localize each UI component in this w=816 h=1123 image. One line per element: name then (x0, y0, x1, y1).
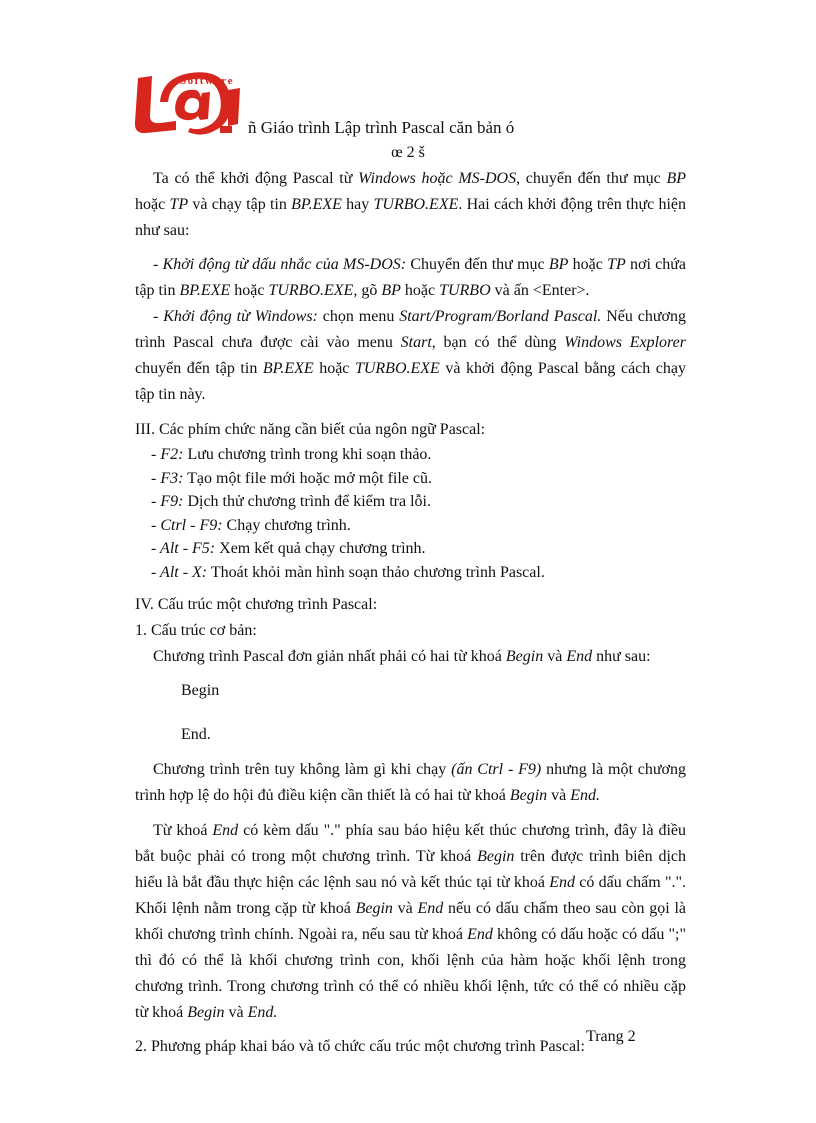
logo-brand-text: Software (180, 75, 234, 87)
explanation-paragraph-1: Chương trình trên tuy không làm gì khi chạy (ấn Ctrl - F9) nhưng là một chương trình hợp lệ do hội đủ điều kiện cần thiết là có hai từ khoá Begin và End. (135, 761, 687, 804)
header-title: ñ Giáo trình Lập trình Pascal căn bản ó (248, 118, 515, 137)
function-key-list (135, 443, 686, 584)
list-item: - Alt - F5: Xem kết quả chạy chương trình. (151, 540, 426, 557)
page-number: Trang 2 (586, 1028, 636, 1045)
explanation-paragraph-2: Từ khoá End có kèm dấu "." phía sau báo hiệu kết thúc chương trình, đây là điều bắt buộc phải có trong một chương trình. Từ khoá Begin trên được trình biên dịch hiểu là bắt đầu thực hiện các lệnh sau nó và kết thúc tại từ khoá End có dấu chấm ".". Khối lệnh nằm trong cặp từ khoá Begin và End nếu có dấu chấm theo sau còn gọi là khối chương trình chính. Ngoài ra, nếu sau từ khoá End không có dấu hoặc có dấu ";" thì đó có thể là khối chương trình con, khối lệnh của hàm hoặc khối lệnh trong chương trình. Trong chương trình có thể có nhiều khối lệnh, tức có thể có nhiều cặp từ khoá Begin và End. (135, 822, 687, 1021)
intro-paragraph-3: - Khởi động từ Windows: chọn menu Start/Program/Borland Pascal. Nếu chương trình Pascal chưa được cài vào menu Start, bạn có thể dùng Windows Explorer chuyển đến tập tin BP.EXE hoặc TURBO.EXE và khởi động Pascal bằng cách chạy tập tin này. (135, 308, 686, 403)
subsection-1-heading: 1. Cấu trúc cơ bản: (135, 622, 257, 639)
section-4-heading: IV. Cấu trúc một chương trình Pascal: (135, 596, 378, 613)
list-item: - Alt - X: Thoát khỏi màn hình soạn thảo chương trình Pascal. (151, 563, 545, 581)
software-logo (132, 70, 244, 136)
list-item: - F9: Dịch thử chương trình để kiểm tra lỗi. (151, 493, 431, 510)
code-line-begin: Begin (181, 682, 220, 699)
list-item: - F2: Lưu chương trình trong khi soạn thảo. (151, 446, 432, 463)
section-3-heading: III. Các phím chức năng cần biết của ngôn ngữ Pascal: (135, 421, 486, 438)
basic-structure-paragraph: Chương trình Pascal đơn giản nhất phải có hai từ khoá Begin và End như sau: (153, 648, 651, 665)
document-body (135, 166, 686, 1060)
list-item: - F3: Tạo một file mới hoặc mở một file cũ. (151, 469, 433, 487)
page-marker: œ 2 š (391, 144, 425, 161)
intro-paragraph-2: - Khởi động từ dấu nhắc của MS-DOS: Chuyển đến thư mục BP hoặc TP nơi chứa tập tin BP.EXE hoặc TURBO.EXE, gõ BP hoặc TURBO và ấn <Enter>. (135, 256, 687, 299)
subsection-2-heading: 2. Phương pháp khai báo và tổ chức cấu trúc một chương trình Pascal: (135, 1038, 585, 1055)
code-line-end: End. (181, 726, 211, 743)
intro-paragraph-1: Ta có thể khởi động Pascal từ Windows hoặc MS-DOS, chuyển đến thư mục BP hoặc TP và chạy tập tin BP.EXE hay TURBO.EXE. Hai cách khởi động trên thực hiện như sau: (135, 170, 687, 239)
list-item: - Ctrl - F9: Chạy chương trình. (151, 516, 351, 534)
